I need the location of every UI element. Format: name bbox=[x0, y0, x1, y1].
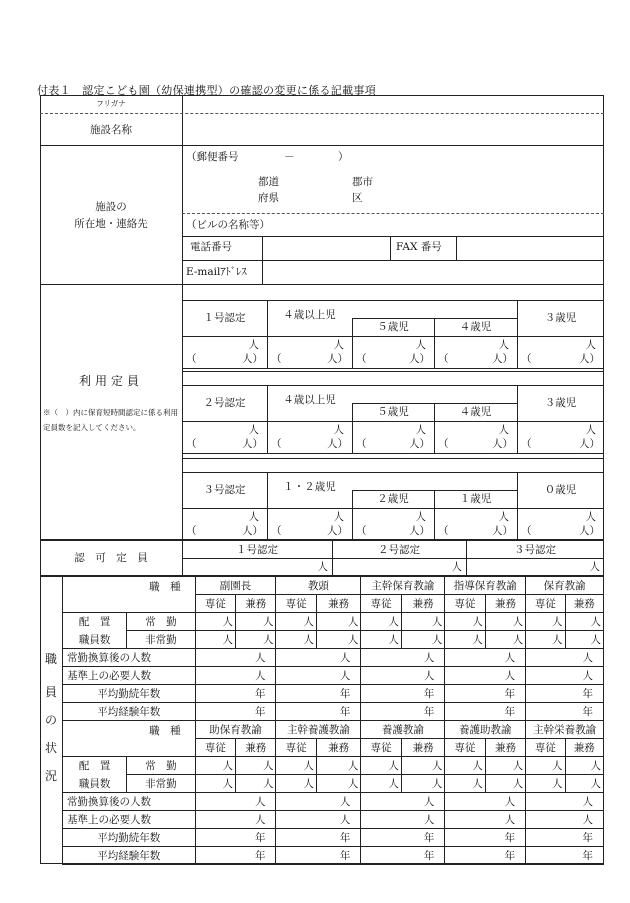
license-unit-2: 人 bbox=[451, 561, 462, 573]
cap-paren-close: 人） bbox=[579, 438, 600, 450]
cap-unit: 人 bbox=[333, 339, 344, 351]
jokin-count[interactable]: 人 bbox=[401, 613, 445, 631]
cap-paren-close: 人） bbox=[327, 353, 348, 365]
summary-value[interactable]: 人 bbox=[195, 793, 276, 811]
email-label: E-mailｱﾄﾞﾚｽ bbox=[186, 266, 247, 278]
cap-group-2: ４歳以上児 bbox=[283, 394, 336, 406]
cap-unit: 人 bbox=[333, 424, 344, 436]
hijokin-count[interactable]: 人 bbox=[565, 631, 603, 649]
cap-paren-open: （ bbox=[438, 353, 449, 365]
cap-unit: 人 bbox=[415, 511, 426, 523]
cap-unit: 人 bbox=[585, 424, 596, 436]
summary-value[interactable]: 年 bbox=[276, 847, 361, 865]
summary-value[interactable]: 年 bbox=[445, 703, 526, 721]
summary-value[interactable]: 人 bbox=[445, 667, 526, 685]
senju-label: 専従 bbox=[445, 739, 485, 757]
summary-value[interactable]: 人 bbox=[361, 793, 445, 811]
job-title: 養護助教諭 bbox=[445, 721, 526, 739]
cap-unit: 人 bbox=[333, 511, 344, 523]
summary-value[interactable]: 年 bbox=[361, 847, 445, 865]
summary-value[interactable]: 人 bbox=[276, 667, 361, 685]
summary-value[interactable]: 人 bbox=[445, 811, 526, 829]
summary-value[interactable]: 年 bbox=[445, 847, 526, 865]
hijokin-count[interactable]: 人 bbox=[316, 631, 361, 649]
hijokin-count[interactable]: 人 bbox=[445, 775, 485, 793]
staff-side-char: の bbox=[44, 713, 57, 727]
senju-label: 専従 bbox=[526, 739, 565, 757]
summary-value[interactable]: 人 bbox=[195, 667, 276, 685]
address-label-1: 施設の bbox=[95, 201, 127, 213]
summary-value[interactable]: 人 bbox=[526, 649, 604, 667]
kenmu-label: 兼務 bbox=[485, 739, 525, 757]
cap-paren-close: 人） bbox=[242, 438, 263, 450]
shokuinsu-label: 職員数 bbox=[63, 631, 127, 649]
form-title: 付表１ 認定こども園（幼保連携型）の確認の変更に係る記載事項 bbox=[37, 84, 376, 97]
senju-label: 専従 bbox=[276, 739, 316, 757]
cap-unit: 人 bbox=[585, 339, 596, 351]
summary-value[interactable]: 人 bbox=[526, 811, 604, 829]
summary-value[interactable]: 年 bbox=[195, 703, 276, 721]
cap-paren-close: 人） bbox=[327, 525, 348, 537]
job-title: 教頭 bbox=[276, 577, 361, 595]
summary-value[interactable]: 人 bbox=[361, 811, 445, 829]
cap-paren-open: （ bbox=[438, 438, 449, 450]
furigana-field[interactable] bbox=[186, 97, 600, 111]
jokin-count[interactable]: 人 bbox=[195, 613, 235, 631]
cap-paren-close: 人） bbox=[492, 525, 513, 537]
hijokin-label: 非常勤 bbox=[127, 775, 195, 793]
summary-value[interactable]: 人 bbox=[361, 667, 445, 685]
summary-row-label: 基準上の必要人数 bbox=[63, 667, 196, 685]
summary-value[interactable]: 人 bbox=[445, 649, 526, 667]
cap-paren-open: （ bbox=[186, 438, 197, 450]
capacity-note: ※（ ）内に保育短時間認定に係る利用定員数を記入してください。 bbox=[43, 408, 178, 432]
summary-value[interactable]: 年 bbox=[195, 685, 276, 703]
capacity-label: 利用定員 bbox=[78, 374, 143, 388]
job-title: 主幹保育教諭 bbox=[361, 577, 445, 595]
staff-side-char: 員 bbox=[44, 685, 57, 699]
jokin-count[interactable]: 人 bbox=[485, 613, 525, 631]
summary-value[interactable]: 年 bbox=[361, 685, 445, 703]
senju-label: 専従 bbox=[361, 595, 401, 613]
summary-value[interactable]: 年 bbox=[195, 829, 276, 847]
hijokin-count[interactable]: 人 bbox=[401, 631, 445, 649]
kenmu-label: 兼務 bbox=[316, 595, 361, 613]
summary-value[interactable]: 年 bbox=[361, 829, 445, 847]
cap-right-2: ３歳児 bbox=[544, 397, 577, 409]
summary-value[interactable]: 年 bbox=[276, 685, 361, 703]
cap-paren-close: 人） bbox=[409, 353, 430, 365]
cap-cert-1: １号認定 bbox=[203, 312, 246, 324]
summary-value[interactable]: 年 bbox=[526, 703, 604, 721]
cap-paren-open: （ bbox=[521, 525, 532, 537]
jokin-count[interactable]: 人 bbox=[316, 757, 361, 775]
cap-paren-close: 人） bbox=[242, 353, 263, 365]
cap-sub2-3: １歳児 bbox=[459, 493, 492, 505]
job-title: 指導保育教諭 bbox=[445, 577, 526, 595]
postal-open: （郵便番号 bbox=[186, 151, 239, 163]
haichi-label: 配 置 bbox=[63, 757, 127, 775]
jokin-count[interactable]: 人 bbox=[526, 613, 565, 631]
cap-unit: 人 bbox=[498, 424, 509, 436]
hijokin-count[interactable]: 人 bbox=[276, 775, 316, 793]
jokin-count[interactable]: 人 bbox=[565, 757, 603, 775]
kenmu-label: 兼務 bbox=[401, 739, 445, 757]
jokin-count[interactable]: 人 bbox=[401, 757, 445, 775]
cap-paren-open: （ bbox=[271, 438, 282, 450]
staff-side-char: 況 bbox=[44, 769, 57, 783]
jokin-count[interactable]: 人 bbox=[361, 757, 401, 775]
summary-value[interactable]: 人 bbox=[276, 649, 361, 667]
cap-paren-open: （ bbox=[356, 353, 367, 365]
hijokin-count[interactable]: 人 bbox=[401, 775, 445, 793]
shokuinsu-label: 職員数 bbox=[63, 775, 127, 793]
cap-unit: 人 bbox=[248, 339, 259, 351]
building-label: （ビルの名称等） bbox=[186, 219, 270, 231]
summary-row-label: 基準上の必要人数 bbox=[63, 811, 196, 829]
address-label-2: 所在地・連絡先 bbox=[74, 218, 148, 230]
cap-paren-open: （ bbox=[186, 353, 197, 365]
license-unit-1: 人 bbox=[317, 561, 328, 573]
ku-label: 区 bbox=[352, 192, 363, 204]
cap-unit: 人 bbox=[498, 511, 509, 523]
hijokin-count[interactable]: 人 bbox=[565, 775, 603, 793]
jokin-count[interactable]: 人 bbox=[236, 613, 276, 631]
cap-paren-close: 人） bbox=[579, 525, 600, 537]
cap-paren-open: （ bbox=[521, 438, 532, 450]
summary-value[interactable]: 人 bbox=[361, 649, 445, 667]
cap-right-3: ０歳児 bbox=[544, 484, 577, 496]
jokin-count[interactable]: 人 bbox=[361, 613, 401, 631]
jokin-count[interactable]: 人 bbox=[276, 613, 316, 631]
cap-unit: 人 bbox=[498, 339, 509, 351]
cap-sub2-2: ４歳児 bbox=[459, 406, 492, 418]
summary-value[interactable]: 人 bbox=[195, 811, 276, 829]
kenmu-label: 兼務 bbox=[485, 595, 525, 613]
cap-unit: 人 bbox=[248, 424, 259, 436]
license-label: 認 可 定 員 bbox=[74, 552, 148, 564]
staff-side-char: 状 bbox=[44, 741, 57, 755]
jokin-count[interactable]: 人 bbox=[445, 757, 485, 775]
cap-paren-open: （ bbox=[438, 525, 449, 537]
cap-paren-close: 人） bbox=[409, 525, 430, 537]
senju-label: 専従 bbox=[195, 739, 235, 757]
license-unit-3: 人 bbox=[589, 561, 600, 573]
cap-paren-close: 人） bbox=[409, 438, 430, 450]
kenmu-label: 兼務 bbox=[565, 739, 603, 757]
kenmu-label: 兼務 bbox=[316, 739, 361, 757]
gunshi-label: 郡市 bbox=[352, 176, 373, 188]
phone-label: 電話番号 bbox=[190, 241, 232, 253]
jokin-count[interactable]: 人 bbox=[445, 613, 485, 631]
cap-paren-open: （ bbox=[521, 353, 532, 365]
summary-value[interactable]: 人 bbox=[526, 793, 604, 811]
summary-value[interactable]: 人 bbox=[276, 811, 361, 829]
cap-paren-open: （ bbox=[271, 525, 282, 537]
kenmu-label: 兼務 bbox=[236, 739, 276, 757]
summary-row-label: 平均勤続年数 bbox=[63, 829, 196, 847]
jokin-count[interactable]: 人 bbox=[195, 757, 235, 775]
jokin-count[interactable]: 人 bbox=[485, 757, 525, 775]
cap-sub1-3: ２歳児 bbox=[377, 493, 409, 505]
jokin-count[interactable]: 人 bbox=[526, 757, 565, 775]
summary-value[interactable]: 人 bbox=[445, 793, 526, 811]
hijokin-count[interactable]: 人 bbox=[526, 775, 565, 793]
summary-value[interactable]: 人 bbox=[276, 793, 361, 811]
cap-paren-close: 人） bbox=[242, 525, 263, 537]
hijokin-count[interactable]: 人 bbox=[276, 631, 316, 649]
jokin-count[interactable]: 人 bbox=[236, 757, 276, 775]
senju-label: 専従 bbox=[361, 739, 401, 757]
jokin-count[interactable]: 人 bbox=[316, 613, 361, 631]
summary-value[interactable]: 年 bbox=[445, 685, 526, 703]
summary-row-label: 平均経験年数 bbox=[63, 847, 196, 865]
kenmu-label: 兼務 bbox=[236, 595, 276, 613]
hijokin-count[interactable]: 人 bbox=[236, 631, 276, 649]
cap-unit: 人 bbox=[415, 339, 426, 351]
senju-label: 専従 bbox=[276, 595, 316, 613]
job-title: 保育教諭 bbox=[526, 577, 604, 595]
summary-value[interactable]: 年 bbox=[276, 829, 361, 847]
cap-sub2-1: ４歳児 bbox=[459, 321, 492, 333]
senju-label: 専従 bbox=[445, 595, 485, 613]
summary-value[interactable]: 年 bbox=[445, 829, 526, 847]
cap-group-1: ４歳以上児 bbox=[283, 309, 336, 321]
staff-table-2 bbox=[62, 720, 604, 865]
shokushu-label: 職 種 bbox=[63, 721, 196, 757]
fuken-label: 府県 bbox=[258, 192, 279, 204]
jokin-label: 常 勤 bbox=[127, 613, 195, 631]
cap-cert-2: ２号認定 bbox=[203, 397, 246, 409]
fax-label: FAX 番号 bbox=[396, 241, 442, 253]
cap-paren-close: 人） bbox=[492, 438, 513, 450]
summary-value[interactable]: 人 bbox=[195, 649, 276, 667]
summary-value[interactable]: 年 bbox=[195, 847, 276, 865]
cap-paren-open: （ bbox=[356, 438, 367, 450]
hijokin-count[interactable]: 人 bbox=[361, 631, 401, 649]
hijokin-count[interactable]: 人 bbox=[316, 775, 361, 793]
senju-label: 専従 bbox=[526, 595, 565, 613]
summary-value[interactable]: 人 bbox=[526, 667, 604, 685]
hijokin-count[interactable]: 人 bbox=[236, 775, 276, 793]
cap-unit: 人 bbox=[248, 511, 259, 523]
license-cert-2: ２号認定 bbox=[378, 544, 420, 556]
summary-value[interactable]: 年 bbox=[361, 703, 445, 721]
postal-dash: － bbox=[284, 151, 295, 163]
summary-row-label: 平均経験年数 bbox=[63, 703, 196, 721]
jokin-count[interactable]: 人 bbox=[565, 613, 603, 631]
furigana-label: フリガナ bbox=[96, 99, 126, 108]
hijokin-count[interactable]: 人 bbox=[361, 775, 401, 793]
summary-value[interactable]: 年 bbox=[526, 829, 604, 847]
cap-right-1: ３歳児 bbox=[544, 312, 577, 324]
facility-name-label: 施設名称 bbox=[90, 124, 132, 136]
hijokin-count[interactable]: 人 bbox=[485, 631, 525, 649]
cap-unit: 人 bbox=[585, 511, 596, 523]
cap-group-3: １・２歳児 bbox=[283, 481, 336, 493]
hijokin-count[interactable]: 人 bbox=[526, 631, 565, 649]
jokin-count[interactable]: 人 bbox=[276, 757, 316, 775]
haichi-label: 配 置 bbox=[63, 613, 127, 631]
hijokin-count[interactable]: 人 bbox=[195, 631, 235, 649]
summary-row-label: 平均勤続年数 bbox=[63, 685, 196, 703]
shokushu-label: 職 種 bbox=[63, 577, 196, 613]
senju-label: 専従 bbox=[195, 595, 235, 613]
cap-paren-close: 人） bbox=[579, 353, 600, 365]
jokin-label: 常 勤 bbox=[127, 757, 195, 775]
summary-value[interactable]: 年 bbox=[526, 685, 604, 703]
cap-sub1-2: ５歳児 bbox=[377, 406, 409, 418]
cap-paren-open: （ bbox=[356, 525, 367, 537]
cap-unit: 人 bbox=[415, 424, 426, 436]
todo-label: 都道 bbox=[258, 176, 279, 188]
cap-paren-close: 人） bbox=[492, 353, 513, 365]
job-title: 主幹養護教諭 bbox=[276, 721, 361, 739]
job-title: 主幹栄養教諭 bbox=[526, 721, 604, 739]
cap-paren-open: （ bbox=[271, 353, 282, 365]
cap-sub1-1: ５歳児 bbox=[377, 321, 409, 333]
hijokin-label: 非常勤 bbox=[127, 631, 195, 649]
summary-value[interactable]: 年 bbox=[276, 703, 361, 721]
hijokin-count[interactable]: 人 bbox=[195, 775, 235, 793]
job-title: 助保育教諭 bbox=[195, 721, 276, 739]
staff-table-1 bbox=[62, 576, 604, 721]
cap-paren-open: （ bbox=[186, 525, 197, 537]
job-title: 養護教諭 bbox=[361, 721, 445, 739]
license-cert-1: １号認定 bbox=[236, 544, 278, 556]
summary-value[interactable]: 年 bbox=[526, 847, 604, 865]
hijokin-count[interactable]: 人 bbox=[445, 631, 485, 649]
kenmu-label: 兼務 bbox=[401, 595, 445, 613]
summary-row-label: 常勤換算後の人数 bbox=[63, 649, 196, 667]
cap-paren-close: 人） bbox=[327, 438, 348, 450]
facility-name-field[interactable] bbox=[186, 117, 600, 141]
staff-side-char: 職 bbox=[44, 652, 57, 666]
cap-cert-3: ３号認定 bbox=[203, 484, 246, 496]
hijokin-count[interactable]: 人 bbox=[485, 775, 525, 793]
summary-row-label: 常勤換算後の人数 bbox=[63, 793, 196, 811]
kenmu-label: 兼務 bbox=[565, 595, 603, 613]
license-cert-3: ３号認定 bbox=[514, 544, 556, 556]
job-title: 副園長 bbox=[195, 577, 276, 595]
postal-close: ） bbox=[338, 151, 349, 163]
